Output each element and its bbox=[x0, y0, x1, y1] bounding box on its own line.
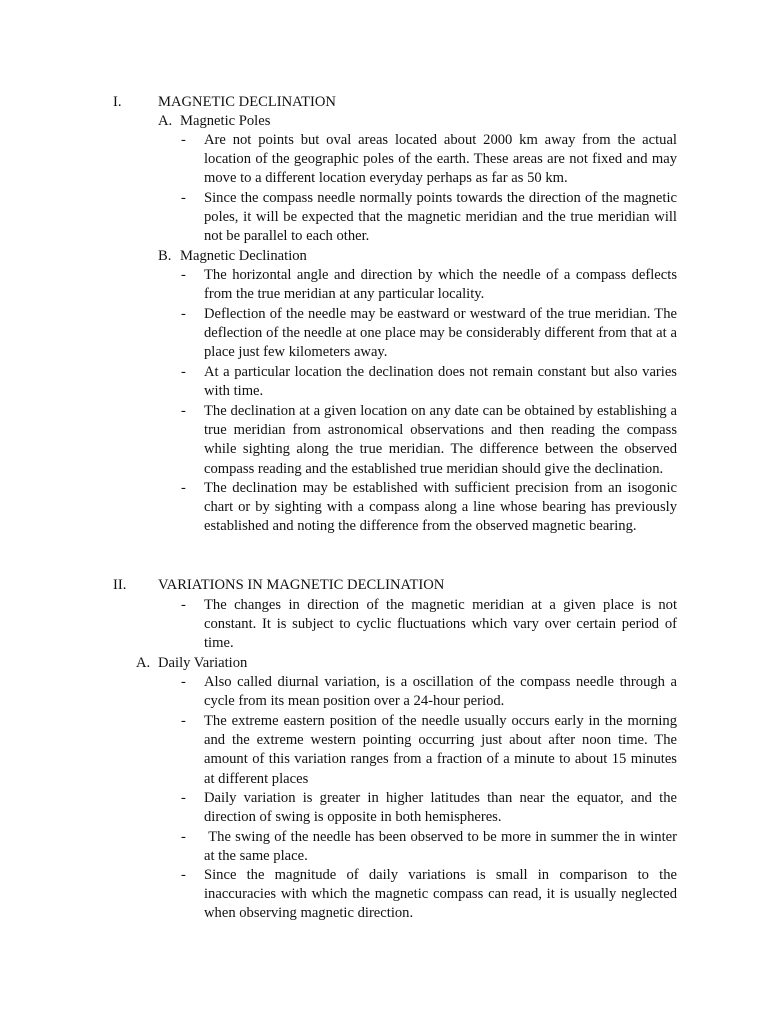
bullet-dash: - bbox=[181, 306, 186, 322]
bullet-item: The swing of the needle has been observed to be more in summer the in winter at the same place. bbox=[204, 829, 681, 865]
bullet-dash: - bbox=[181, 597, 186, 613]
subsection-1b-title: Magnetic Declination bbox=[180, 248, 307, 264]
bullet-dash: - bbox=[181, 674, 186, 690]
bullet-item: Daily variation is greater in higher latitudes than near the equator, and the direction of swing is opposite in both hemispheres. bbox=[204, 790, 677, 826]
bullet-item: At a particular location the declination does not remain constant but also varies with time. bbox=[204, 364, 677, 400]
bullet-dash: - bbox=[181, 790, 186, 806]
subsection-1b-letter: B. bbox=[158, 248, 172, 264]
bullet-item: The changes in direction of the magnetic meridian at a given place is not constant. It is subject to cyclic fluctuations which vary over certain period of time. bbox=[204, 597, 677, 652]
section-1-numeral: I. bbox=[113, 94, 122, 110]
bullet-item: Deflection of the needle may be eastward or westward of the true meridian. The deflection of the needle at one place may be considerably different from that at a place just few kilometers away. bbox=[204, 306, 677, 361]
bullet-dash: - bbox=[181, 190, 186, 206]
bullet-dash: - bbox=[181, 364, 186, 380]
bullet-dash: - bbox=[181, 713, 186, 729]
bullet-item: The horizontal angle and direction by which the needle of a compass deflects from the true meridian at any particular locality. bbox=[204, 267, 677, 303]
section-1-title: MAGNETIC DECLINATION bbox=[158, 94, 336, 110]
bullet-item: Also called diurnal variation, is a oscillation of the compass needle through a cycle from its mean position over a 24-hour period. bbox=[204, 674, 677, 710]
bullet-item: Since the compass needle normally points towards the direction of the magnetic poles, it will be expected that the magnetic meridian and the true meridian will not be parallel to each other. bbox=[204, 190, 677, 245]
section-2-numeral: II. bbox=[113, 577, 127, 593]
bullet-dash: - bbox=[181, 829, 186, 845]
bullet-dash: - bbox=[181, 403, 186, 419]
bullet-item: The declination may be established with sufficient precision from an isogonic chart or by sighting with a compass along a line whose bearing has previously established and noting the difference from the observed magnetic bearing. bbox=[204, 480, 677, 535]
subsection-2a-letter: A. bbox=[136, 655, 151, 671]
bullet-dash: - bbox=[181, 132, 186, 148]
bullet-item: The extreme eastern position of the needle usually occurs early in the morning and the extreme western pointing occurring just about after noon time. The amount of this variation ranges from a fraction of a minute to about 15 minutes at different places bbox=[204, 713, 677, 787]
subsection-2a-title: Daily Variation bbox=[158, 655, 248, 671]
bullet-item: Are not points but oval areas located about 2000 km away from the actual location of the geographic poles of the earth. These areas are not fixed and may move to a different location everyday perhaps as far as 50 km. bbox=[204, 132, 677, 187]
subsection-1a-letter: A. bbox=[158, 113, 173, 129]
bullet-item: The declination at a given location on any date can be obtained by establishing a true meridian from astronomical observations and then reading the compass while sighting along the true meridian. The difference between the observed compass reading and the established true meridian should give the declination. bbox=[204, 403, 677, 477]
subsection-1a-title: Magnetic Poles bbox=[180, 113, 271, 129]
bullet-item: Since the magnitude of daily variations is small in comparison to the inaccuracies with which the magnetic compass can read, it is usually neglected when observing magnetic direction. bbox=[204, 867, 677, 922]
section-2-title: VARIATIONS IN MAGNETIC DECLINATION bbox=[158, 577, 445, 593]
bullet-dash: - bbox=[181, 867, 186, 883]
bullet-dash: - bbox=[181, 267, 186, 283]
bullet-dash: - bbox=[181, 480, 186, 496]
